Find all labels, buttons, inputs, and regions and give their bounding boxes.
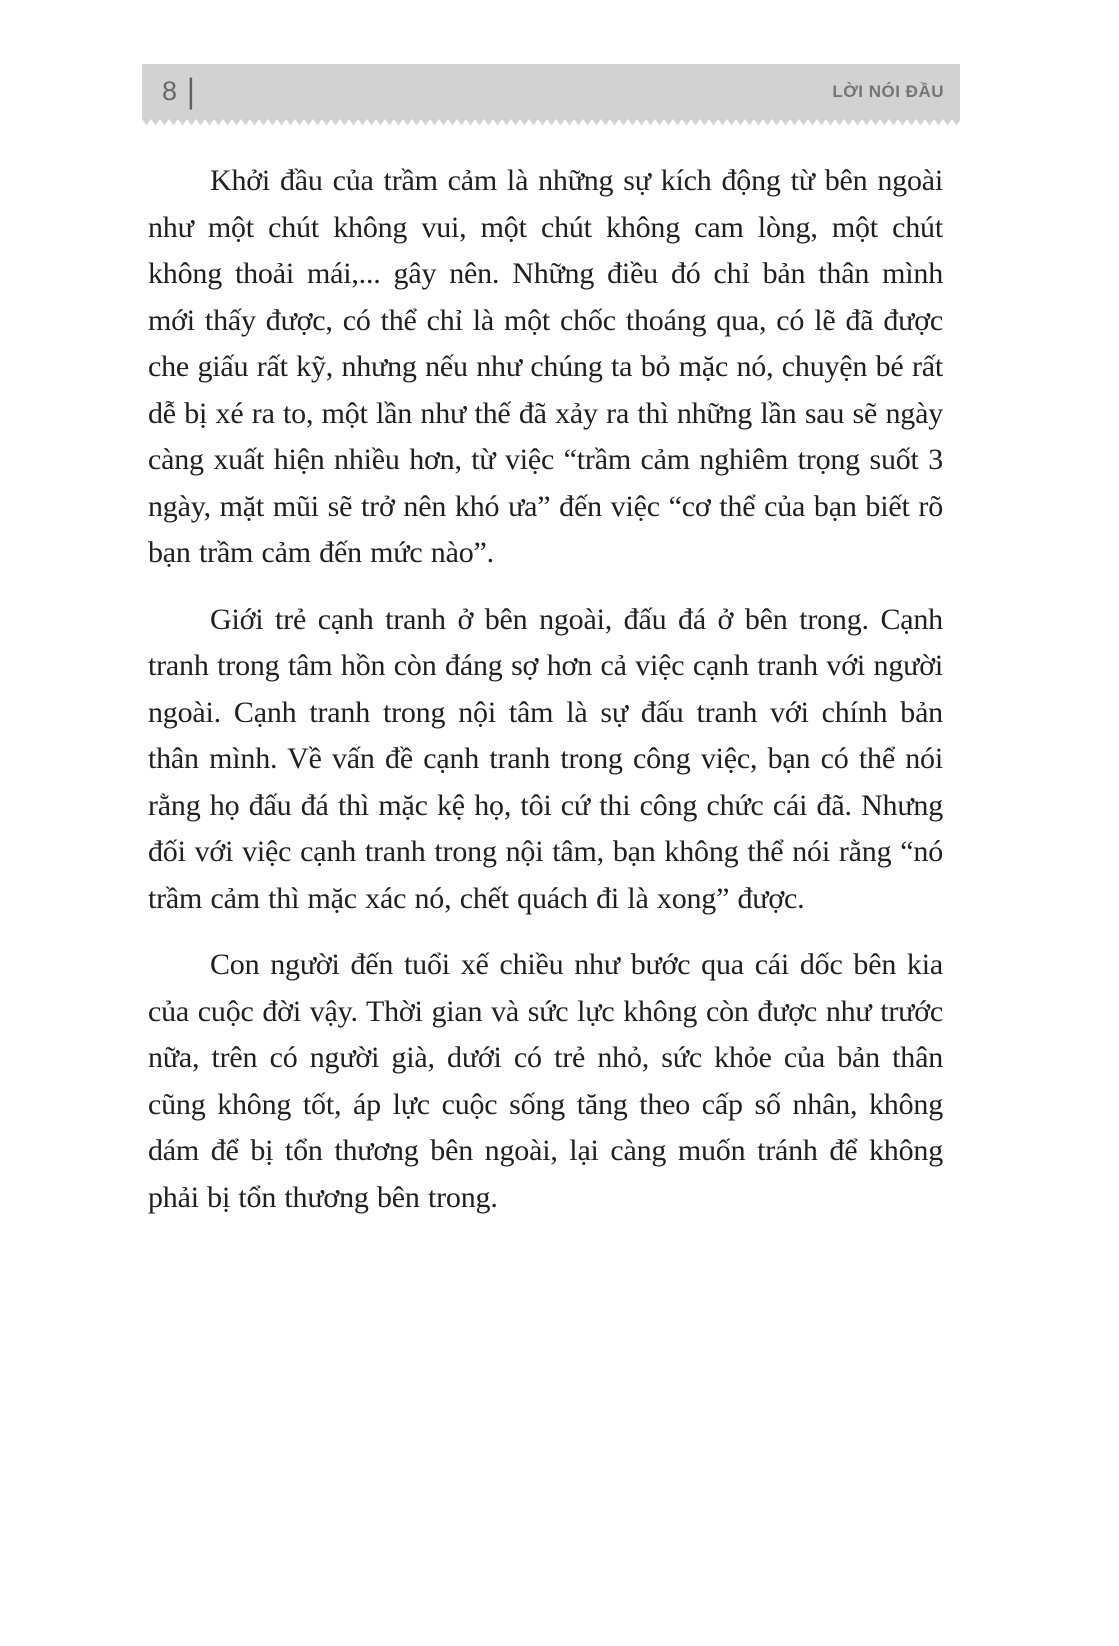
page-header-bar — [142, 64, 960, 119]
running-title: LỜI NÓI ĐẦU — [832, 81, 944, 101]
page-number-divider: | — [187, 71, 195, 110]
page-number-group — [162, 71, 195, 110]
paragraph: Khởi đầu của trầm cảm là những sự kích động từ bên ngoài như một chút không vui, một chút không cam lòng, một chút không thoải mái,... gây nên. Những điều đó chỉ bản thân mình mới thấy được, có thể chỉ là một chốc thoáng qua, có lẽ đã được che giấu rất kỹ, nhưng nếu như chúng ta bỏ mặc nó, chuyện bé rất dễ bị xé ra to, một lần như thế đã xảy ra thì những lần sau sẽ ngày càng xuất hiện nhiều hơn, từ việc “trầm cảm nghiêm trọng suốt 3 ngày, mặt mũi sẽ trở nên khó ưa” đến việc “cơ thể của bạn biết rõ bạn trầm cảm đến mức nào”. — [148, 164, 943, 569]
paragraph: Con người đến tuổi xế chiều như bước qua cái dốc bên kia của cuộc đời vậy. Thời gian và sức lực không còn được như trước nữa, trên có người già, dưới có trẻ nhỏ, sức khỏe của bản thân cũng không tốt, áp lực cuộc sống tăng theo cấp số nhân, không dám để bị tổn thương bên ngoài, lại càng muốn tránh để không phải bị tổn thương bên trong. — [148, 948, 943, 1214]
perforated-edge-decoration — [142, 119, 960, 126]
paragraph: Giới trẻ cạnh tranh ở bên ngoài, đấu đá ở bên trong. Cạnh tranh trong tâm hồn còn đáng sợ hơn cả việc cạnh tranh với người ngoài. Cạnh tranh trong nội tâm là sự đấu tranh với chính bản thân mình. Về vấn đề cạnh tranh trong công việc, bạn có thể nói rằng họ đấu đá thì mặc kệ họ, tôi cứ thi công chức cái đã. Nhưng đối với việc cạnh tranh trong nội tâm, bạn không thể nói rằng “nó trầm cảm thì mặc xác nó, chết quách đi là xong” được. — [148, 602, 943, 915]
body-text — [148, 158, 943, 1241]
page-number: 8 — [162, 76, 178, 106]
